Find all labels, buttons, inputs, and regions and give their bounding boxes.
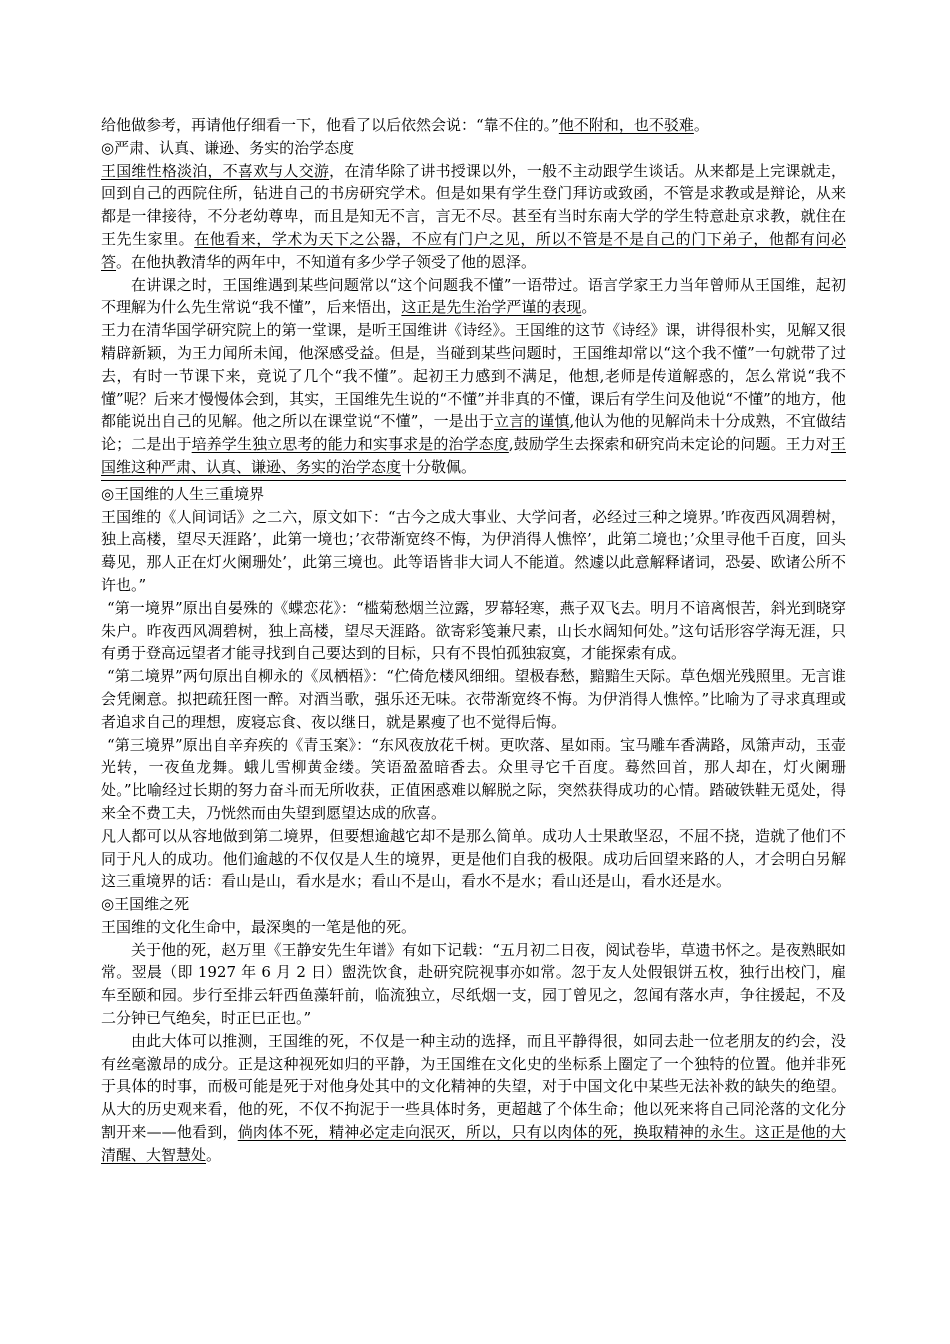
underlined-phrase: 王国维性格淡泊，不喜欢与人交游	[101, 161, 330, 180]
text-segment: “第三境界”原出自辛弃疾的《青玉案》：“东风夜放花千树。更吹落、星如雨。宝马雕车香满路，凤箫声动，玉壶光转，一夜鱼龙舞。蛾儿雪柳黄金缕。笑语盈盈暗香去。众里寻它千百度。蓦然回首，那人却在，灯火阑珊处。”比喻经过长期的努力奋斗而无所收获，正值困惑难以解脱之际，突然获得成功的心情。踏破铁鞋无觅处，得来全不费工夫，乃恍然而由失望到愿望达成的欣喜。	[101, 735, 846, 822]
text-segment: 。	[581, 298, 597, 317]
text-segment: 王国维的《人间词话》之二六，原文如下：“古今之成大事业、大学问者，必经过三种之境界。’昨夜西风凋碧树，独上高楼，望尽天涯路’，此第一境也；’衣带渐宽终不悔，为伊消得人憔悴’，此第二境也；’众里寻他千百度，回头蓦见，那人正在灯火阑珊处’，此第三境也。此等语皆非大词人不能道。然遽以此意解释诸词，恐晏、欧诸公所不许也。”	[101, 507, 846, 594]
underlined-phrase: 这正是先生治学严谨的表现	[401, 298, 582, 317]
text-segment: 。	[206, 1145, 222, 1164]
text-segment: “第二境界”两句原出自柳永的《凤栖梧》：“伫倚危楼风细细。望极春愁，黯黯生天际。草色烟光残照里。无言谁会凭阑意。拟把疏狂图一醉。对酒当歌，强乐还无味。衣带渐宽终不悔。为伊消得人憔悴。”比喻为了寻求真理或者追求自己的理想，废寝忘食、夜以继日，就是累瘦了也不觉得后悔。	[101, 667, 846, 731]
document-page	[101, 114, 846, 1167]
paragraph-deepest-stroke	[101, 916, 846, 939]
paragraph-conclusion	[101, 1030, 846, 1167]
text-segment: 王力在清华国学研究院上的第一堂课，是听王国维讲《诗经》。王国维的这节《诗经》课，讲得很朴实，见解又很精辟新颖，为王力闻所未闻，他深感受益。但是，当碰到某些问题时，王国维却常以“这个我不懂”一句就带了过去，有时一节课下来，竟说了几个“我不懂”。起初王力感到不满足，他想,老师是传道解惑的，怎么常说“我不懂”呢？后来才慢慢体会到，其实，王国维先生说的“不懂”并非真的不懂，课后有学生问及他说“不懂”的地方，他都能说出自己的见解。他之所以在课堂说“不懂”，一是出于	[101, 321, 846, 431]
paragraph-first-realm	[101, 597, 846, 665]
paragraph-personality	[101, 160, 846, 274]
paragraph-wangli	[101, 319, 846, 481]
text-segment: 在讲课之时，王国维遇到某些问题常以“这个问题我不懂”一语带过。语言学家王力当年曾师从王国维，起初不理解为什么先生常说“我不懂”，后来悟出，	[101, 275, 846, 317]
text-segment: 给他做参考，再请他仔细看一下，他看了以后依然会说：“靠不住的。”	[101, 116, 559, 134]
paragraph-second-realm	[101, 665, 846, 733]
text-segment: 王国维的文化生命中，最深奥的一笔是他的死。	[101, 917, 417, 936]
text-segment: ,他认为他的见解尚未十分成熟，不宜做结论；二是出于	[101, 412, 846, 454]
underlined-phrase: 培养学生独立思考的能力和实事求是的治学态度	[191, 435, 509, 454]
text-segment: 。	[693, 116, 709, 134]
paragraph-renjian-cihua	[101, 506, 846, 597]
section-heading-three-realms	[101, 483, 846, 506]
underlined-phrase: 他不附和，也不驳难	[558, 116, 694, 134]
paragraph-chronicle	[101, 939, 846, 1030]
underlined-phrase: 在他看来，学术为天下之公器，不应有门户之见，所以不管是不是自己的门下弟子，他都有问必答	[101, 229, 846, 271]
text-segment: 由此大体可以推测，王国维的死，不仅是一种主动的选择，而且平静得很，如同去赴一位老朋友的约会，没有丝毫激昂的成分。正是这种视死如归的平静，为王国维在文化史的坐标系上圈定了一个独特的位置。他并非死于具体的时事，而极可能是死于对他身处其中的文化精神的失望，对于中国文化中某些无法补救的缺失的绝望。从大的历史观来看，他的死，不仅不拘泥于一些具体时务，更超越了个体生命；他以死来将自己同沦落的文化分割开来——他看到，	[101, 1031, 846, 1142]
paragraph-ordinary-people	[101, 825, 846, 893]
underlined-phrase: 立言的谨慎	[493, 412, 570, 431]
section-heading-death	[101, 893, 846, 916]
section-heading-text: ◎王国维之死	[101, 895, 190, 914]
paragraph-intro-line	[101, 114, 846, 137]
section-heading-attitude	[101, 137, 846, 160]
text-segment: ,鼓励学生去探索和研究尚未定论的问题。王力对	[508, 435, 831, 454]
text-segment: 凡人都可以从容地做到第二境界，但要想逾越它却不是那么简单。成功人士果敢坚忍，不屈不挠，造就了他们不同于凡人的成功。他们逾越的不仅仅是人生的境界，更是他们自我的极限。成功后回望来路的人，才会明白另解这三重境界的话：看山是山，看水是水；看山不是山，看水不是水；看山还是山，看水还是水。	[101, 826, 846, 891]
text-segment: 十分敬佩。	[401, 457, 477, 476]
text-segment: “第一境界”原出自晏殊的《蝶恋花》：“槛菊愁烟兰泣露，罗幕轻寒，燕子双飞去。明月不谙离恨苦，斜光到晓穿朱户。昨夜西风凋碧树，独上高楼，望尽天涯路。欲寄彩笺兼尺素，山长水阔知何处。”这句话形容学海无涯，只有勇于登高远望者才能寻找到自己要达到的目标，只有不畏怕孤独寂寞，才能探索有成。	[101, 598, 846, 663]
paragraph-third-realm	[101, 734, 846, 825]
paragraph-i-dont-know	[101, 274, 846, 320]
underlined-phrase: 王国维这种严肃、认真、谦逊、务实的治学态度	[101, 435, 846, 476]
text-segment: 。在他执教清华的两年中，不知道有多少学子领受了他的恩泽。	[116, 252, 537, 271]
text-segment: 关于他的死，赵万里《王静安先生年谱》有如下记载：“五月初二日夜，阅试卷毕，草遗书怀之。是夜熟眠如常。翌晨（即 1927 年 6 月 2 日）盥洗饮食，赴研究院视事亦如常。忽于友人处假银饼五枚，独行出校门，雇车至颐和园。步行至排云轩西鱼藻轩前，临流独立，尽纸烟一支，园丁曾见之，忽闻有落水声，争往援起，不及二分钟已气绝矣，时正巳正也。”	[101, 940, 846, 1028]
underlined-phrase: 倘肉体不死，精神必定走向泯灭，所以，只有以肉体的死，换取精神的永生。这正是他的大清醒、大智慧处	[101, 1123, 846, 1164]
text-segment: ，在清华除了讲书授课以外，一般不主动跟学生谈话。从来都是上完课就走，回到自己的西院住所，钻进自己的书房研究学术。但是如果有学生登门拜访或致函，不管是求教或是辩论，从来都是一律接待，不分老幼尊卑，而且是知无不言，言无不尽。甚至有当时东南大学的学生特意赴京求教，就住在王先生家里。	[101, 161, 846, 248]
section-heading-text: ◎王国维的人生三重境界	[101, 484, 265, 503]
section-heading-text: ◎严肃、认真、谦逊、务实的治学态度	[101, 138, 355, 157]
